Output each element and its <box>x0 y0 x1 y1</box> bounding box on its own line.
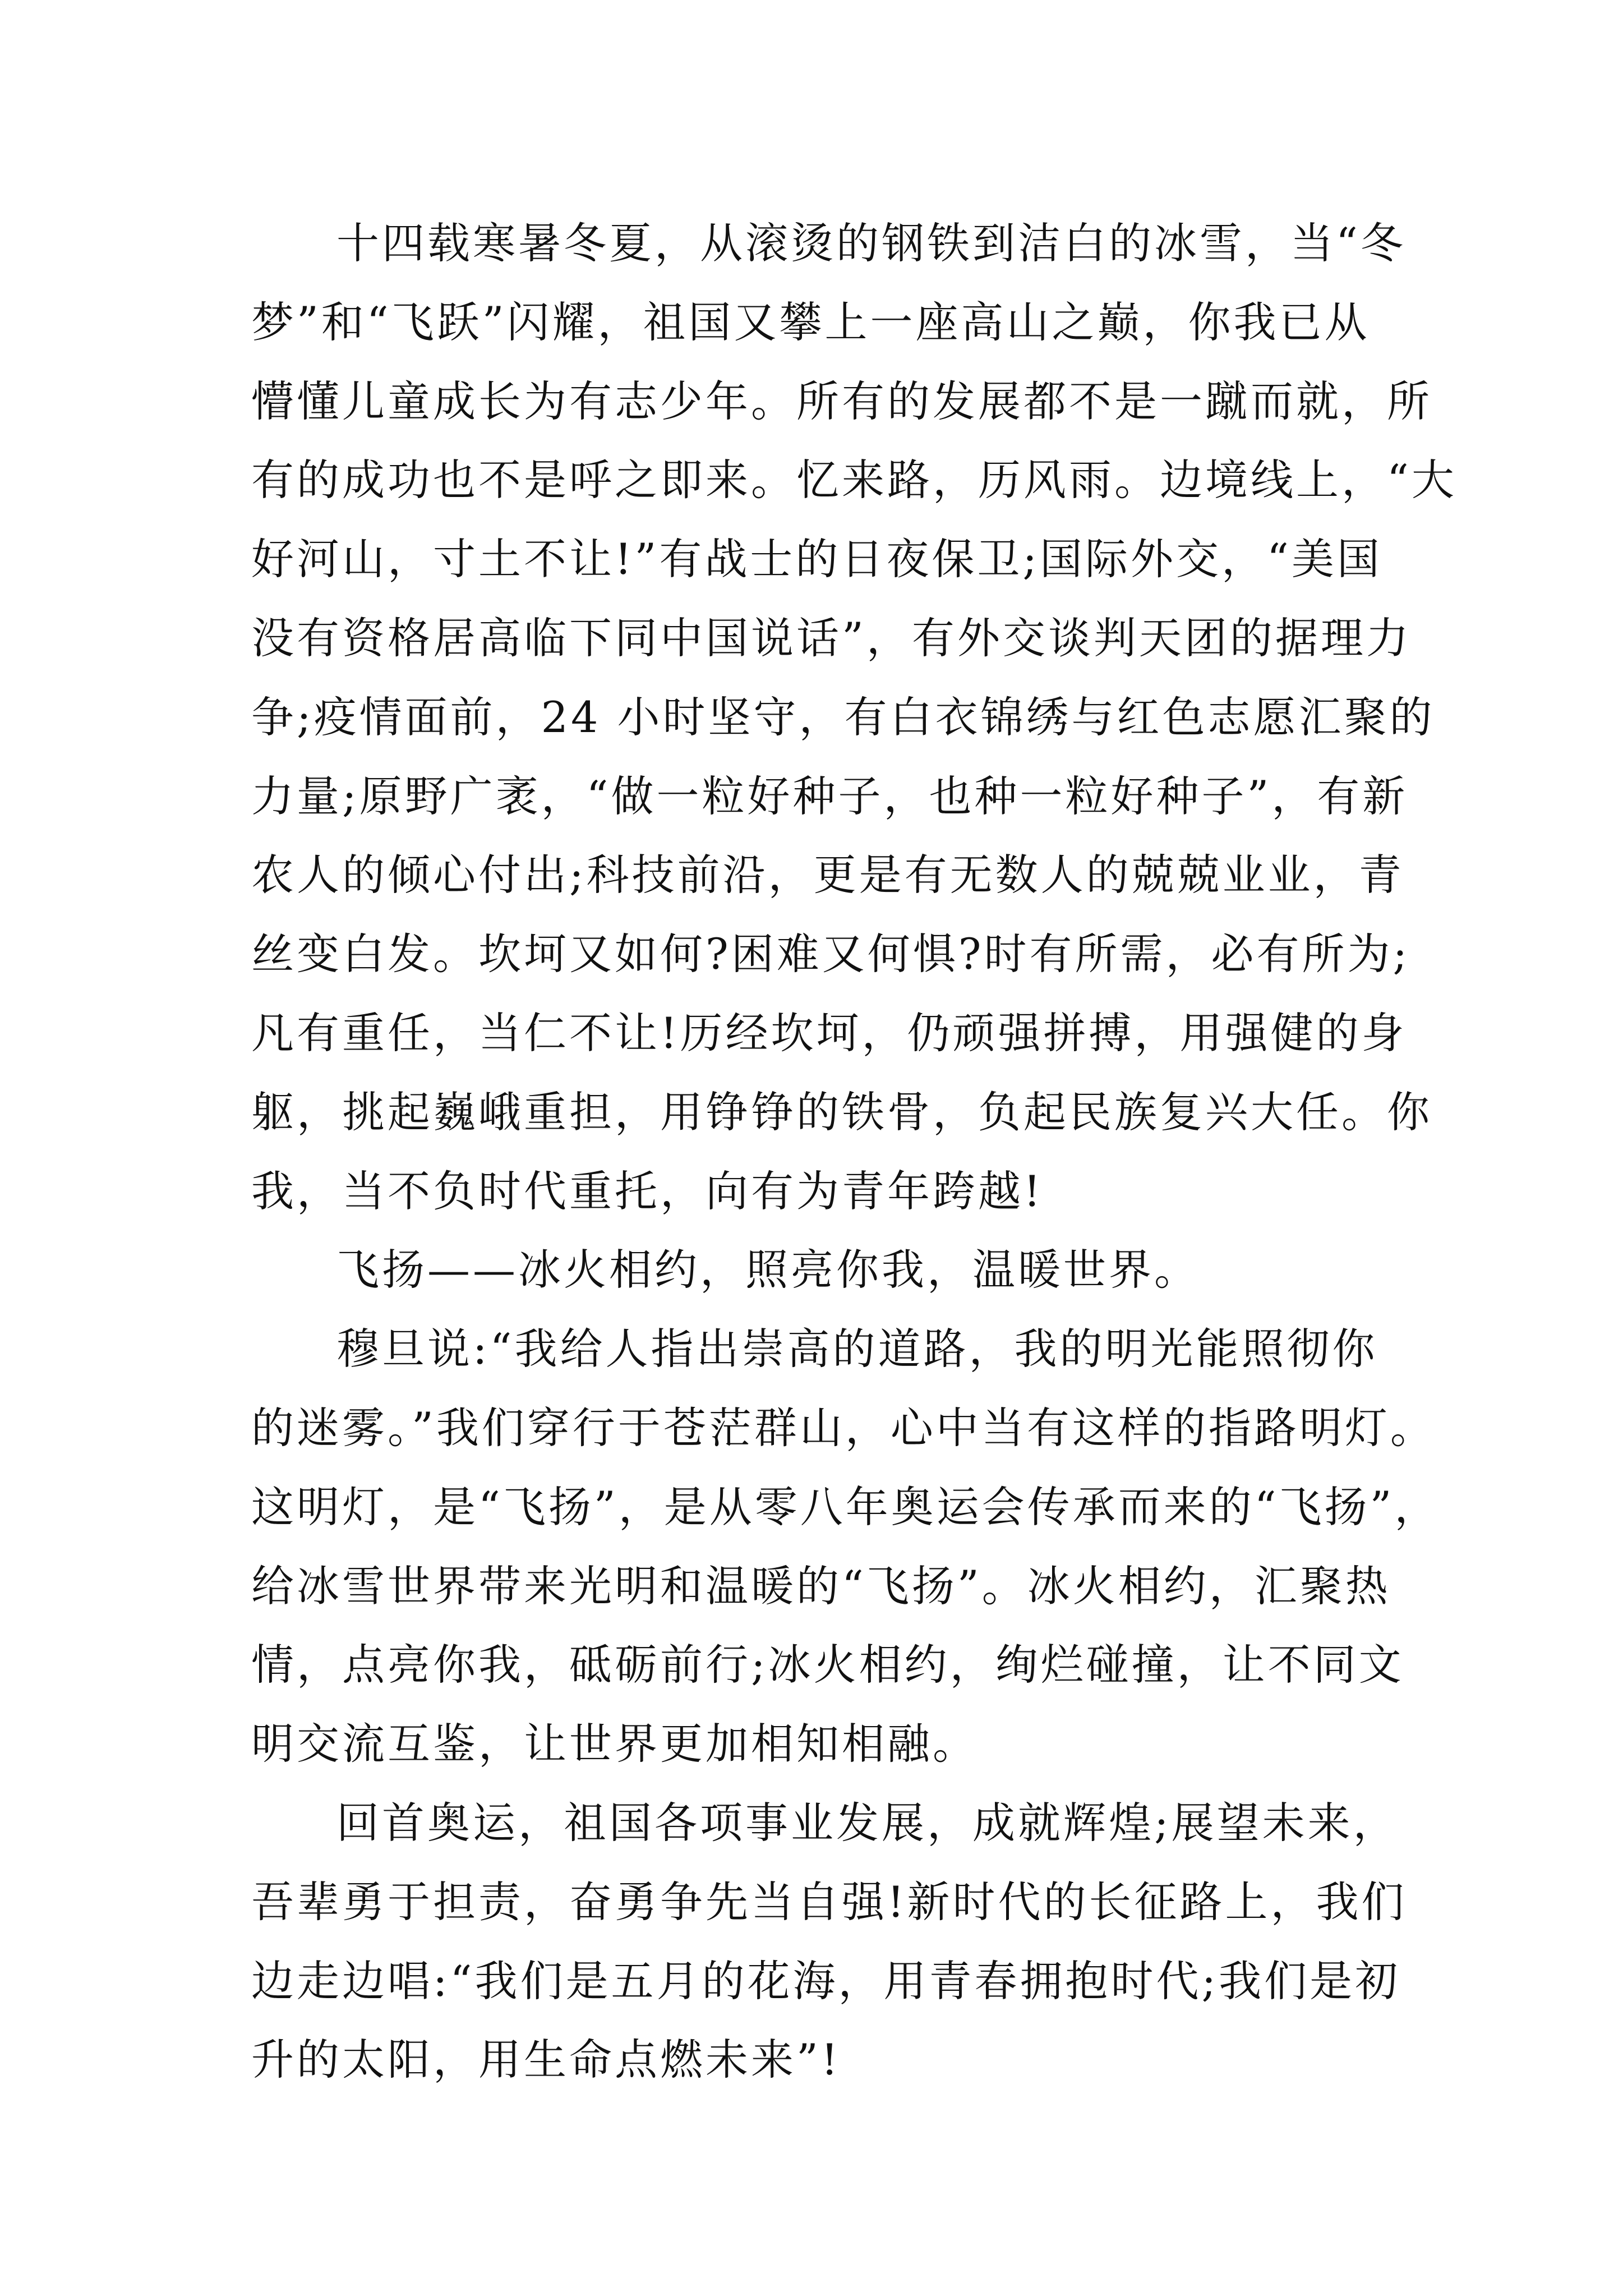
paragraph-line: 升的太阳，用生命点燃未来”! <box>251 2035 841 2085</box>
paragraph-line: 农人的倾心付出;科技前沿，更是有无数人的兢兢业业，青 <box>251 850 1404 900</box>
paragraph-line: 力量;原野广袤，“做一粒好种子，也种一粒好种子”，有新 <box>251 771 1408 821</box>
paragraph-line: 给冰雪世界带来光明和温暖的“飞扬”。冰火相约，汇聚热 <box>251 1561 1391 1611</box>
paragraph-line: 穆旦说:“我给人指出崇高的道路，我的明光能照彻你 <box>336 1324 1378 1374</box>
paragraph-line: 躯，挑起巍峨重担，用铮铮的铁骨，负起民族复兴大任。你 <box>251 1087 1432 1137</box>
paragraph-line: 明交流互鉴，让世界更加相知相融。 <box>251 1719 978 1769</box>
paragraph-line: 我，当不负时代重托，向有为青年跨越! <box>251 1166 1044 1216</box>
paragraph-line: 没有资格居高临下同中国说话”，有外交谈判天团的据理力 <box>251 613 1412 663</box>
paragraph-line: 的迷雾。”我们穿行于苍茫群山，心中当有这样的指路明灯。 <box>251 1402 1436 1453</box>
paragraph-2 <box>251 1231 1423 1310</box>
paragraph-line: 争;疫情面前，24 小时坚守，有白衣锦绣与红色志愿汇聚的 <box>251 692 1435 742</box>
paragraph-line: 情，点亮你我，砥砺前行;冰火相约，绚烂碰撞，让不同文 <box>251 1640 1404 1690</box>
paragraph-line: 回首奥运，祖国各项事业发展，成就辉煌;展望未来， <box>336 1797 1399 1848</box>
paragraph-1 <box>251 204 1457 1231</box>
paragraph-line: 梦”和“飞跃”闪耀，祖国又攀上一座高山之巅，你我已从 <box>251 297 1370 347</box>
paragraph-line: 懵懂儿童成长为有志少年。所有的发展都不是一蹴而就，所 <box>251 376 1432 426</box>
document-body <box>251 204 1457 2100</box>
paragraph-4 <box>251 1784 1423 2100</box>
paragraph-line: 凡有重任，当仁不让!历经坎坷，仍顽强拼搏，用强健的身 <box>251 1007 1407 1058</box>
paragraph-line: 丝变白发。坎坷又如何?困难又何惧?时有所需，必有所为; <box>251 929 1410 979</box>
paragraph-line: 十四载寒暑冬夏，从滚烫的钢铁到洁白的冰雪，当“冬 <box>336 218 1406 268</box>
paragraph-line: 这明灯，是“飞扬”，是从零八年奥运会传承而来的“飞扬”， <box>251 1481 1440 1532</box>
paragraph-line: 边走边唱:“我们是五月的花海，用青春拥抱时代;我们是初 <box>251 1955 1401 2006</box>
paragraph-3 <box>251 1310 1440 1784</box>
paragraph-line: 飞扬——冰火相约，照亮你我，温暖世界。 <box>336 1245 1200 1295</box>
paragraph-line: 有的成功也不是呼之即来。忆来路，历风雨。边境线上，“大 <box>251 455 1457 505</box>
paragraph-line: 吾辈勇于担责，奋勇争先当自强!新时代的长征路上，我们 <box>251 1876 1407 1927</box>
paragraph-line: 好河山，寸土不让!”有战士的日夜保卫;国际外交，“美国 <box>251 534 1382 585</box>
